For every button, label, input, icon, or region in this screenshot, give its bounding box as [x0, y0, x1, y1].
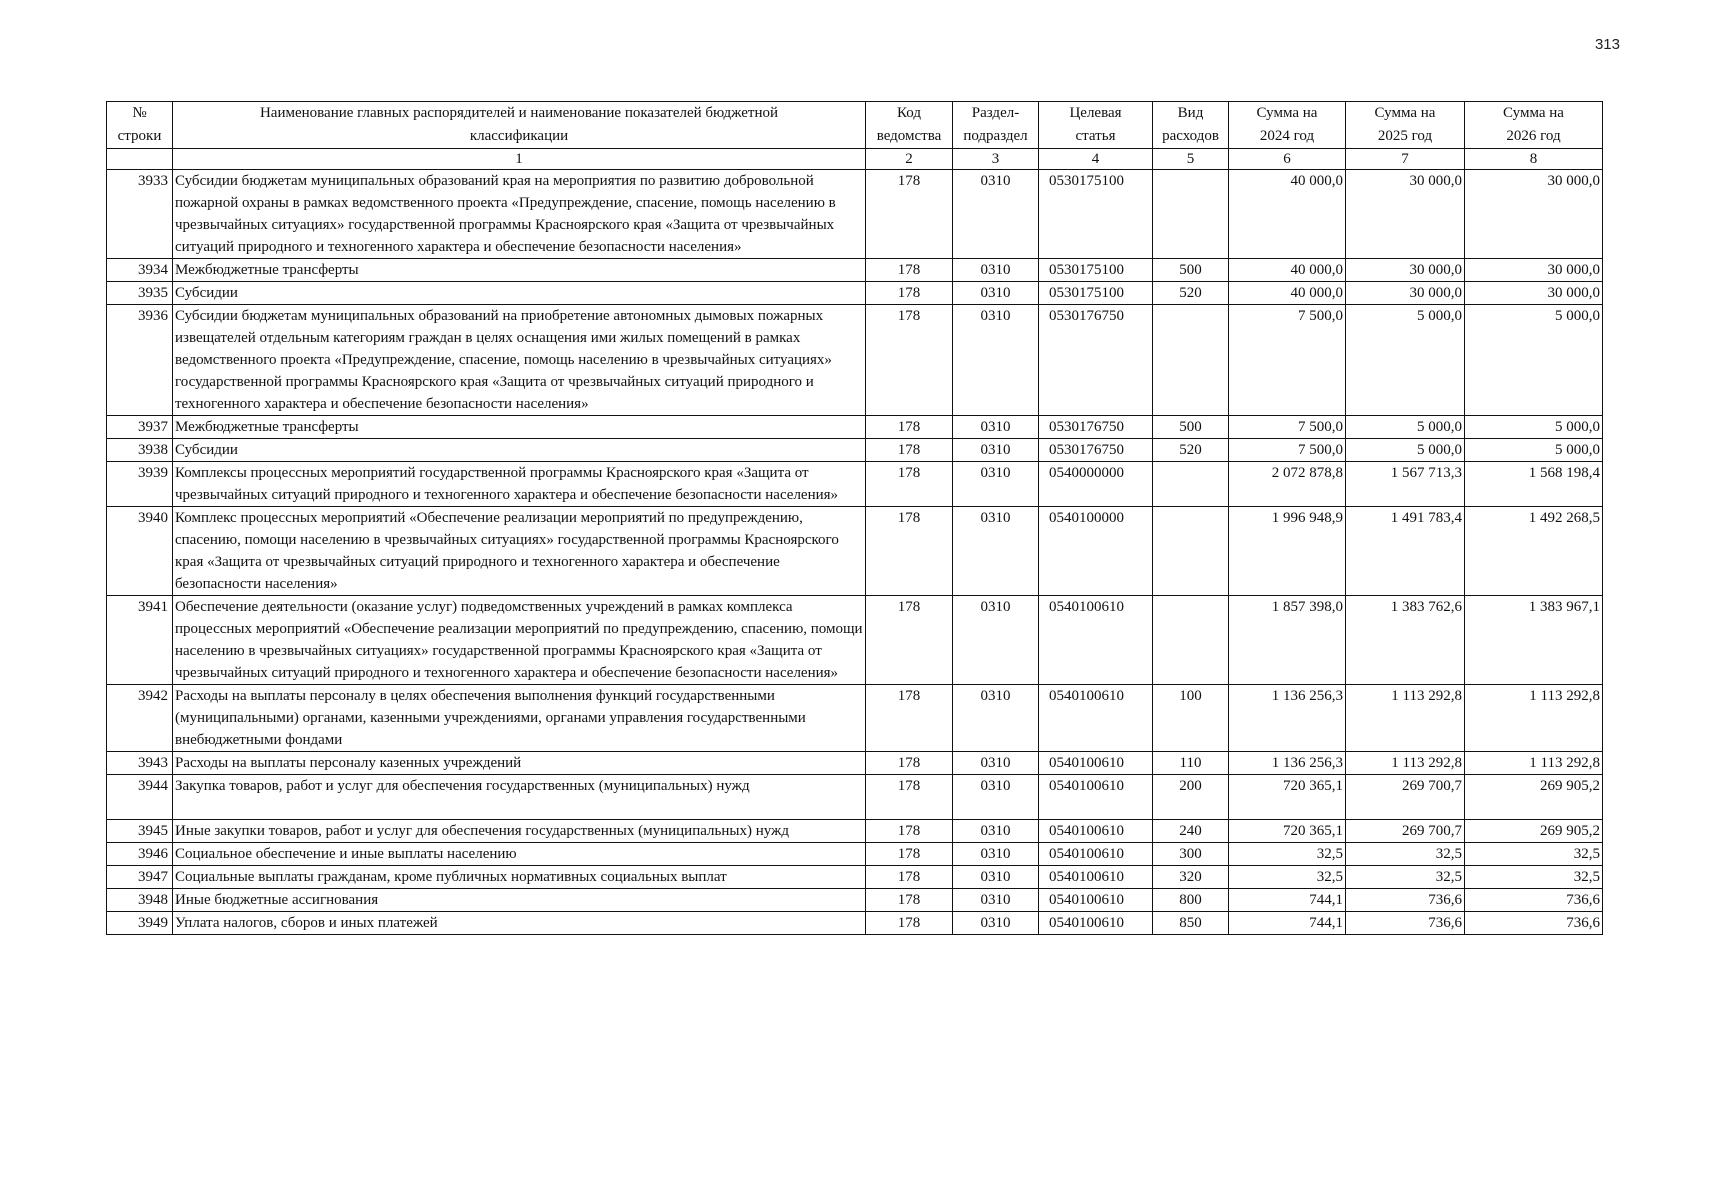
row-vid: 800	[1153, 889, 1229, 912]
row-vid: 500	[1153, 416, 1229, 439]
table-row	[107, 820, 1603, 843]
column-number: 8	[1465, 149, 1603, 170]
row-sum-2025: 1 113 292,8	[1346, 685, 1465, 752]
row-cel: 0540100610	[1039, 752, 1153, 775]
table-row	[107, 685, 1603, 752]
table-row	[107, 305, 1603, 416]
row-name: Субсидии бюджетам муниципальных образований края на мероприятия по развитию добровольной пожарной охраны в рамках ведомственного проекта «Предупреждение, спасение, помощь населению в чрезвычайных ситуациях» государственной программы Красноярского края «Защита от чрезвычайных ситуаций природного и техногенного характера и обеспечение безопасности населения»	[173, 170, 866, 259]
row-name: Уплата налогов, сборов и иных платежей	[173, 912, 866, 935]
row-sum-2025: 736,6	[1346, 912, 1465, 935]
row-sum-2024: 40 000,0	[1229, 282, 1346, 305]
row-name: Субсидии	[173, 282, 866, 305]
row-razdel: 0310	[953, 305, 1039, 416]
row-vid: 520	[1153, 439, 1229, 462]
row-number: 3934	[107, 259, 173, 282]
row-ved: 178	[866, 170, 953, 259]
row-vid: 100	[1153, 685, 1229, 752]
row-vid	[1153, 170, 1229, 259]
row-number: 3948	[107, 889, 173, 912]
row-sum-2026: 1 492 268,5	[1465, 507, 1603, 596]
row-razdel: 0310	[953, 462, 1039, 507]
row-vid: 320	[1153, 866, 1229, 889]
row-sum-2024: 744,1	[1229, 912, 1346, 935]
column-number: 4	[1039, 149, 1153, 170]
row-sum-2024: 7 500,0	[1229, 416, 1346, 439]
column-number: 1	[173, 149, 866, 170]
row-sum-2026: 5 000,0	[1465, 305, 1603, 416]
row-cel: 0540100610	[1039, 866, 1153, 889]
row-ved: 178	[866, 685, 953, 752]
row-cel: 0540100000	[1039, 507, 1153, 596]
row-sum-2026: 32,5	[1465, 843, 1603, 866]
header-s2025: Сумма на 2025 год	[1346, 102, 1465, 149]
header-num: № строки	[107, 102, 173, 149]
table-row	[107, 843, 1603, 866]
row-vid: 300	[1153, 843, 1229, 866]
row-razdel: 0310	[953, 282, 1039, 305]
header-razdel: Раздел- подраздел	[953, 102, 1039, 149]
row-vid: 520	[1153, 282, 1229, 305]
row-cel: 0530176750	[1039, 439, 1153, 462]
header-vid: Вид расходов	[1153, 102, 1229, 149]
row-sum-2026: 30 000,0	[1465, 170, 1603, 259]
row-number: 3944	[107, 775, 173, 820]
row-sum-2024: 40 000,0	[1229, 259, 1346, 282]
table-row	[107, 170, 1603, 259]
row-sum-2026: 269 905,2	[1465, 820, 1603, 843]
row-number: 3938	[107, 439, 173, 462]
row-sum-2024: 744,1	[1229, 889, 1346, 912]
row-ved: 178	[866, 843, 953, 866]
row-razdel: 0310	[953, 866, 1039, 889]
row-number: 3936	[107, 305, 173, 416]
row-sum-2026: 736,6	[1465, 889, 1603, 912]
row-sum-2025: 269 700,7	[1346, 775, 1465, 820]
row-sum-2025: 5 000,0	[1346, 305, 1465, 416]
row-ved: 178	[866, 889, 953, 912]
row-number: 3942	[107, 685, 173, 752]
row-vid	[1153, 305, 1229, 416]
row-sum-2025: 32,5	[1346, 843, 1465, 866]
row-razdel: 0310	[953, 820, 1039, 843]
row-number: 3937	[107, 416, 173, 439]
row-ved: 178	[866, 282, 953, 305]
table-body	[107, 170, 1603, 935]
row-cel: 0540100610	[1039, 775, 1153, 820]
row-name: Иные бюджетные ассигнования	[173, 889, 866, 912]
row-number: 3935	[107, 282, 173, 305]
row-name: Иные закупки товаров, работ и услуг для обеспечения государственных (муниципальных) нужд	[173, 820, 866, 843]
table-row	[107, 912, 1603, 935]
row-name: Субсидии бюджетам муниципальных образований на приобретение автономных дымовых пожарных извещателей отдельным категориям граждан в целях оснащения ими жилых помещений в рамках ведомственного проекта «Предупреждение, спасение, помощь населению в чрезвычайных ситуациях» государственной программы Красноярского края «Защита от чрезвычайных ситуаций природного и техногенного характера и обеспечение безопасности населения»	[173, 305, 866, 416]
table-row	[107, 889, 1603, 912]
row-sum-2024: 1 996 948,9	[1229, 507, 1346, 596]
row-sum-2026: 1 383 967,1	[1465, 596, 1603, 685]
row-number: 3941	[107, 596, 173, 685]
row-ved: 178	[866, 775, 953, 820]
row-sum-2026: 32,5	[1465, 866, 1603, 889]
row-ved: 178	[866, 596, 953, 685]
table-row	[107, 596, 1603, 685]
table-row	[107, 259, 1603, 282]
row-sum-2026: 269 905,2	[1465, 775, 1603, 820]
row-sum-2024: 720 365,1	[1229, 820, 1346, 843]
header-s2024: Сумма на 2024 год	[1229, 102, 1346, 149]
row-name: Комплексы процессных мероприятий государственной программы Красноярского края «Защита от чрезвычайных ситуаций природного и техногенного характера и обеспечение безопасности населения»	[173, 462, 866, 507]
table-row	[107, 416, 1603, 439]
header-ved: Код ведомства	[866, 102, 953, 149]
row-vid: 110	[1153, 752, 1229, 775]
row-sum-2026: 1 113 292,8	[1465, 752, 1603, 775]
column-number: 7	[1346, 149, 1465, 170]
row-number: 3946	[107, 843, 173, 866]
row-cel: 0540100610	[1039, 820, 1153, 843]
row-razdel: 0310	[953, 170, 1039, 259]
row-cel: 0530175100	[1039, 259, 1153, 282]
row-sum-2026: 1 568 198,4	[1465, 462, 1603, 507]
row-sum-2025: 30 000,0	[1346, 170, 1465, 259]
row-cel: 0530175100	[1039, 282, 1153, 305]
header-s2026: Сумма на 2026 год	[1465, 102, 1603, 149]
row-name: Закупка товаров, работ и услуг для обеспечения государственных (муниципальных) нужд	[173, 775, 866, 820]
row-sum-2026: 30 000,0	[1465, 259, 1603, 282]
row-name: Расходы на выплаты персоналу в целях обеспечения выполнения функций государственными (муниципальными) органами, казенными учреждениями, органами управления государственными внебюджетными фондами	[173, 685, 866, 752]
row-cel: 0540100610	[1039, 843, 1153, 866]
row-razdel: 0310	[953, 685, 1039, 752]
table-row	[107, 507, 1603, 596]
row-sum-2025: 1 567 713,3	[1346, 462, 1465, 507]
row-sum-2025: 30 000,0	[1346, 282, 1465, 305]
row-vid	[1153, 462, 1229, 507]
row-name: Социальные выплаты гражданам, кроме публичных нормативных социальных выплат	[173, 866, 866, 889]
row-cel: 0540100610	[1039, 685, 1153, 752]
row-ved: 178	[866, 752, 953, 775]
row-sum-2026: 30 000,0	[1465, 282, 1603, 305]
row-razdel: 0310	[953, 889, 1039, 912]
row-cel: 0540000000	[1039, 462, 1153, 507]
row-sum-2025: 1 113 292,8	[1346, 752, 1465, 775]
row-sum-2024: 720 365,1	[1229, 775, 1346, 820]
column-number: 6	[1229, 149, 1346, 170]
row-razdel: 0310	[953, 775, 1039, 820]
row-ved: 178	[866, 507, 953, 596]
row-cel: 0530175100	[1039, 170, 1153, 259]
row-name: Комплекс процессных мероприятий «Обеспечение реализации мероприятий по предупреждению, спасению, помощи населению в чрезвычайных ситуациях» государственной программы Красноярского края «Защита от чрезвычайных ситуаций природного и техногенного характера и обеспечение безопасности населения»	[173, 507, 866, 596]
row-sum-2026: 5 000,0	[1465, 439, 1603, 462]
row-razdel: 0310	[953, 596, 1039, 685]
row-sum-2025: 5 000,0	[1346, 439, 1465, 462]
row-vid: 200	[1153, 775, 1229, 820]
row-vid: 240	[1153, 820, 1229, 843]
row-cel: 0540100610	[1039, 912, 1153, 935]
row-razdel: 0310	[953, 259, 1039, 282]
row-vid	[1153, 507, 1229, 596]
row-name: Межбюджетные трансферты	[173, 416, 866, 439]
row-name: Социальное обеспечение и иные выплаты населению	[173, 843, 866, 866]
row-cel: 0530176750	[1039, 416, 1153, 439]
row-sum-2024: 32,5	[1229, 866, 1346, 889]
row-ved: 178	[866, 259, 953, 282]
row-vid: 850	[1153, 912, 1229, 935]
row-cel: 0530176750	[1039, 305, 1153, 416]
row-sum-2024: 40 000,0	[1229, 170, 1346, 259]
row-sum-2025: 1 491 783,4	[1346, 507, 1465, 596]
row-sum-2026: 736,6	[1465, 912, 1603, 935]
row-razdel: 0310	[953, 912, 1039, 935]
row-ved: 178	[866, 866, 953, 889]
row-sum-2024: 7 500,0	[1229, 439, 1346, 462]
row-vid: 500	[1153, 259, 1229, 282]
row-ved: 178	[866, 305, 953, 416]
row-name: Обеспечение деятельности (оказание услуг) подведомственных учреждений в рамках комплекса процессных мероприятий «Обеспечение реализации мероприятий по предупреждению, спасению, помощи населению в чрезвычайных ситуациях» государственной программы Красноярского края «Защита от чрезвычайных ситуаций природного и техногенного характера и обеспечение безопасности населения»	[173, 596, 866, 685]
row-razdel: 0310	[953, 416, 1039, 439]
row-number: 3947	[107, 866, 173, 889]
page-number: 313	[1594, 36, 1620, 53]
row-sum-2024: 32,5	[1229, 843, 1346, 866]
row-name: Межбюджетные трансферты	[173, 259, 866, 282]
row-ved: 178	[866, 416, 953, 439]
column-numbers-row	[107, 149, 1603, 170]
header-name: Наименование главных распорядителей и наименование показателей бюджетной классификации	[173, 102, 866, 149]
row-number: 3939	[107, 462, 173, 507]
table-row	[107, 282, 1603, 305]
row-number: 3945	[107, 820, 173, 843]
row-name: Субсидии	[173, 439, 866, 462]
row-razdel: 0310	[953, 507, 1039, 596]
row-number: 3943	[107, 752, 173, 775]
column-number: 5	[1153, 149, 1229, 170]
row-sum-2025: 1 383 762,6	[1346, 596, 1465, 685]
column-number: 3	[953, 149, 1039, 170]
row-sum-2025: 269 700,7	[1346, 820, 1465, 843]
row-sum-2025: 5 000,0	[1346, 416, 1465, 439]
table-header	[107, 102, 1603, 170]
row-ved: 178	[866, 820, 953, 843]
row-sum-2024: 1 857 398,0	[1229, 596, 1346, 685]
table-row	[107, 462, 1603, 507]
row-cel: 0540100610	[1039, 596, 1153, 685]
row-number: 3949	[107, 912, 173, 935]
row-ved: 178	[866, 462, 953, 507]
budget-table	[106, 101, 1603, 935]
row-sum-2025: 32,5	[1346, 866, 1465, 889]
row-sum-2025: 30 000,0	[1346, 259, 1465, 282]
row-sum-2025: 736,6	[1346, 889, 1465, 912]
row-razdel: 0310	[953, 843, 1039, 866]
row-razdel: 0310	[953, 439, 1039, 462]
column-number	[107, 149, 173, 170]
row-name: Расходы на выплаты персоналу казенных учреждений	[173, 752, 866, 775]
table-row	[107, 775, 1603, 820]
row-number: 3933	[107, 170, 173, 259]
table-row	[107, 866, 1603, 889]
row-sum-2024: 7 500,0	[1229, 305, 1346, 416]
row-ved: 178	[866, 912, 953, 935]
row-ved: 178	[866, 439, 953, 462]
column-number: 2	[866, 149, 953, 170]
row-sum-2024: 1 136 256,3	[1229, 685, 1346, 752]
row-sum-2024: 2 072 878,8	[1229, 462, 1346, 507]
row-razdel: 0310	[953, 752, 1039, 775]
row-sum-2026: 5 000,0	[1465, 416, 1603, 439]
row-sum-2026: 1 113 292,8	[1465, 685, 1603, 752]
row-cel: 0540100610	[1039, 889, 1153, 912]
row-vid	[1153, 596, 1229, 685]
row-sum-2024: 1 136 256,3	[1229, 752, 1346, 775]
header-cel: Целевая статья	[1039, 102, 1153, 149]
table-row	[107, 439, 1603, 462]
row-number: 3940	[107, 507, 173, 596]
table-row	[107, 752, 1603, 775]
